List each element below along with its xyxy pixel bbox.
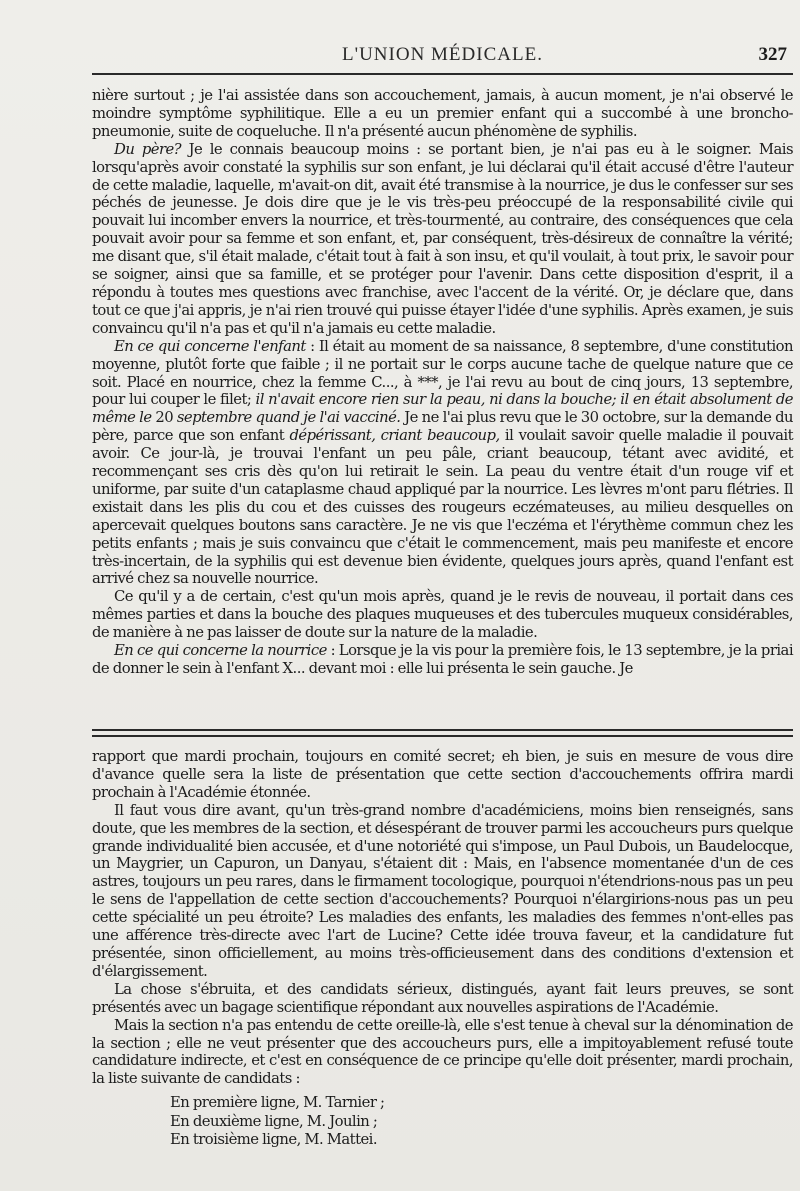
paragraph-lead-nurse: En ce qui concerne la nourrice: [114, 642, 327, 660]
paragraph-text: 20: [151, 409, 177, 427]
paragraph-continuation: nière surtout ; je l'ai assistée dans son accouchement, jamais, à aucun moment, je n'ai observé le moindre symptôme syphilitique. Elle a eu un premier enfant qui a succombé à une broncho-pneumonie, suite de coqueluche. Il n'a présenté aucun phénomène de syphilis.: [92, 87, 793, 140]
candidate-line: En deuxième ligne, M. Joulin ;: [170, 1112, 378, 1130]
paragraph-text: Je le connais beaucoup moins : se portant bien, je n'ai pas eu à le soigner. Mais lorsqu'après avoir constaté la syphilis sur son enfant, je lui déclarai qu'il était accusé d'être l'auteur de cette maladie, laquelle, m'avait-on dit, avait été transmise à la nourrice, je dus le confesser sur ses péchés de jeunesse. Je dois dire que je le vis très-peu préoccupé de la responsabilité civile qui pouvait lui incomber envers la nourrice, et très-tourmenté, au contraire, des conséquences que cela pouvait avoir pour sa femme et son enfant, et, par conséquent, très-désireux de connaître la vérité; me disant que, s'il était malade, c'était tout à fait à son insu, et qu'il voulait, à tout prix, le savoir pour se soigner, ainsi que sa famille, et se protéger pour l'avenir. Dans cette disposition d'esprit, il a répondu à toutes mes questions avec franchise, avec l'accent de la vérité. Or, je déclare que, dans tout ce que j'ai appris, je n'ai rien trouvé qui puisse étayer l'idée d'une syphilis. Après examen, je suis convaincu qu'il n'a pas et qu'il n'a jamais eu cette maladie.: [92, 140, 793, 337]
journal-title: L'UNION MÉDICALE.: [342, 44, 543, 65]
paragraph-father: [92, 141, 793, 338]
header-rule: [92, 73, 793, 75]
candidate-list: [170, 1094, 793, 1150]
paragraph-lead-child: En ce qui concerne l'enfant: [114, 337, 306, 355]
paragraph-section: Mais la section n'a pas entendu de cette oreille-là, elle s'est tenue à cheval sur la dénomination de la section ; elle ne veut présenter que des accoucheurs purs, elle a impitoyablement refusé toute candidature indirecte, et c'est en conséquence de ce principe qu'elle doit présenter, mardi prochain, la liste suivante de candidats :: [92, 1016, 793, 1088]
paragraph-lead-father: Du père?: [114, 140, 182, 158]
article-top-column: [92, 87, 793, 678]
feuilleton-column: [92, 748, 793, 1150]
candidate-line: En troisième ligne, M. Mattei.: [170, 1131, 378, 1149]
page-number: 327: [758, 44, 787, 65]
candidate-line: En première ligne, M. Tarnier ;: [170, 1094, 385, 1112]
paragraph-text: : Lorsque je la vis pour la première fois, le 13 septembre, je la priai de donner le sein à l'enfant X... devant moi : elle lui présenta le sein gauche. Je: [92, 642, 794, 677]
paragraph-nurse: [92, 642, 793, 678]
paragraph-text: : Il était au moment de sa naissance, 8 septembre, d'une constitution moyenne, plutôt forte que faible ; il ne portait sur le corps aucune tache de quelque nature que ce soit. Placé en nourrice, chez la femme C..., à ***, je l'ai revu au bout de cinq jours, 13 septembre, pour lui couper le filet;: [92, 337, 793, 409]
paragraph-academicians: Il faut vous dire avant, qu'un très-grand nombre d'académiciens, moins bien renseignés, sans doute, que les membres de la section, et désespérant de trouver parmi les accoucheurs purs quelque grande individualité bien accusée, et d'une notoriété qui s'impose, un Paul Dubois, un Baudelocque, un Maygrier, un Capuron, un Danyau, s'étaient dit : Mais, en l'absence momentanée d'un de ces astres, toujours un peu rares, dans le firmament tocologique, pourquoi n'étendrions-nous pas un peu le sens de l'appellation de cette section d'accouchements? Pourquoi n'élargirions-nous pas un peu cette spécialité un peu étroite? Les maladies des enfants, les maladies des femmes n'ont-elles pas une afférence très-directe avec l'art de Lucine? Cette idée trouva faveur, et la candidature fut présentée, sinon officiellement, au moins très-officieusement dans des conditions d'extension et d'élargissement.: [92, 801, 793, 980]
paragraph-candidates-serious: La chose s'ébruita, et des candidats sérieux, distingués, ayant fait leurs preuves, se sont présentés avec un bagage scientifique répondant aux nouvelles aspirations de l'Académie.: [92, 980, 793, 1016]
italic-phrase: septembre quand je l'ai vacciné.: [176, 409, 401, 427]
italic-phrase: dépérissant, criant beaucoup,: [289, 427, 500, 445]
paragraph-text: il voulait savoir quelle maladie il pouvait avoir. Ce jour-là, je trouvai l'enfant un peu pâle, criant beaucoup, tétant avec avidité, et recommençant ses cris dès qu'on lui retirait le sein. La peau du ventre était d'un rouge vif et uniforme, par suite d'un cataplasme chaud appliqué par la nourrice. Les lèvres m'ont paru flétries. Il existait dans les plis du cou et des cuisses des rougeurs eczémateuses, au milieu desquelles on apercevait quelques boutons sans caractère. Je ne vis que l'eczéma et l'érythème commun chez les petits enfants ; mais je suis convaincu que c'était le commencement, mais peu manifeste et encore très-incertain, de la syphilis qui est devenue bien évidente, quelques jours après, quand l'enfant est arrivé chez sa nouvelle nourrice.: [92, 427, 794, 588]
paragraph-text: Je ne l'ai plus revu que le 30 octobre, sur la demande du père, parce que son enfant: [92, 409, 794, 445]
paragraph-continuation: rapport que mardi prochain, toujours en comité secret; eh bien, je suis en mesure de vous dire d'avance quelle sera la liste de présentation que cette section d'accouchements offrira mardi prochain à l'Académie étonnée.: [92, 748, 793, 801]
feuilleton-rule: [92, 729, 793, 731]
paragraph-certain: Ce qu'il y a de certain, c'est qu'un mois après, quand je le revis de nouveau, il portait dans ces mêmes parties et dans la bouche des plaques muqueuses et des tubercules muqueux considérables, de manière à ne pas laisser de doute sur la nature de la maladie.: [92, 588, 793, 642]
italic-phrase: il n'avait encore rien sur la peau, ni dans la bouche; il en était absolument de même le: [92, 391, 794, 427]
feuilleton-rule: [92, 735, 793, 737]
running-header: [90, 40, 795, 72]
paragraph-child: [92, 338, 793, 589]
